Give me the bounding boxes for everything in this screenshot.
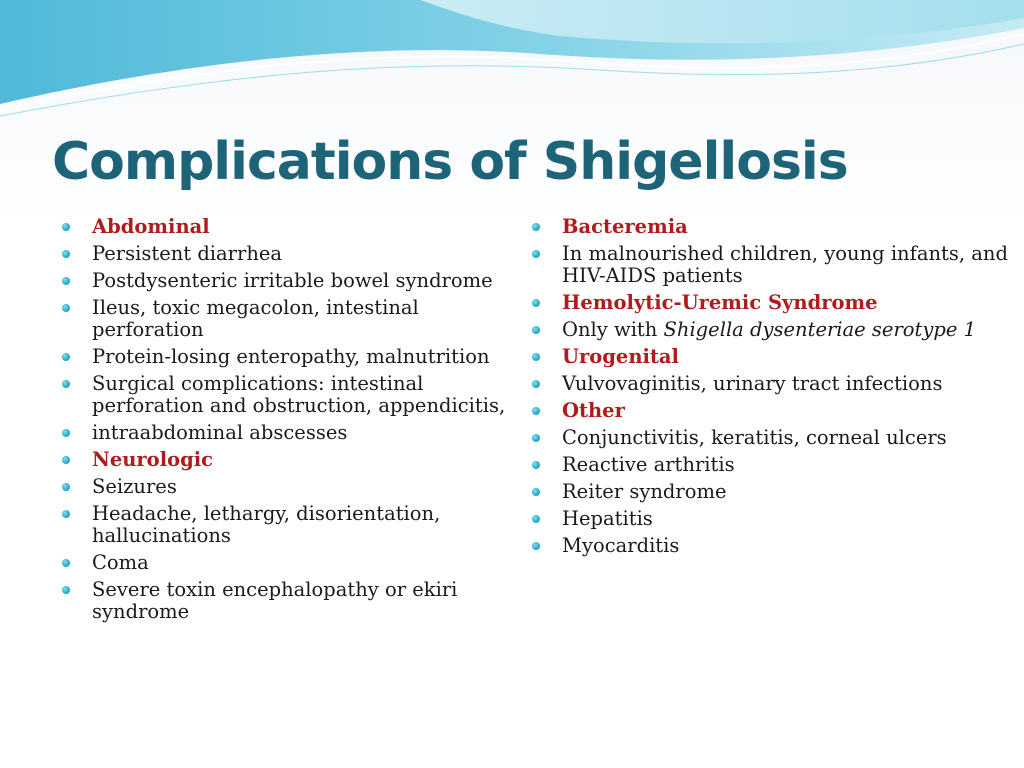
- list-item-text: In malnourished children, young infants, and HIV-AIDS patients: [562, 242, 1008, 287]
- left-bullet-list: [62, 216, 512, 628]
- circle-bullet-icon: [62, 483, 70, 491]
- list-item-text: Coma: [92, 551, 149, 574]
- list-item: [62, 373, 512, 417]
- circle-bullet-icon: [62, 353, 70, 361]
- circle-bullet-icon: [532, 488, 540, 496]
- section-heading-abdominal: Abdominal: [92, 215, 210, 238]
- circle-bullet-icon: [62, 380, 70, 388]
- list-item-text: Only with: [562, 318, 664, 341]
- circle-bullet-icon: [62, 304, 70, 312]
- list-item: [532, 427, 1012, 449]
- section-heading-urogenital: Urogenital: [562, 345, 679, 368]
- list-item-text: Headache, lethargy, disorientation, hallucinations: [92, 502, 441, 547]
- section-heading-other: Other: [562, 399, 625, 422]
- circle-bullet-icon: [532, 434, 540, 442]
- circle-bullet-icon: [532, 407, 540, 415]
- circle-bullet-icon: [62, 277, 70, 285]
- list-item: [62, 552, 512, 574]
- list-item: [62, 476, 512, 498]
- circle-bullet-icon: [532, 353, 540, 361]
- list-item-text: Reiter syndrome: [562, 480, 727, 503]
- circle-bullet-icon: [62, 429, 70, 437]
- list-item: [62, 216, 512, 238]
- circle-bullet-icon: [62, 223, 70, 231]
- list-item-text: Seizures: [92, 475, 177, 498]
- list-item: [532, 216, 1012, 238]
- list-item: [532, 535, 1012, 557]
- circle-bullet-icon: [532, 461, 540, 469]
- list-item: [62, 346, 512, 368]
- list-item-text: Postdysenteric irritable bowel syndrome: [92, 269, 493, 292]
- list-item: [532, 508, 1012, 530]
- circle-bullet-icon: [62, 456, 70, 464]
- section-heading-neurologic: Neurologic: [92, 448, 214, 471]
- list-item: [532, 292, 1012, 314]
- list-item: [532, 400, 1012, 422]
- list-item-text: Surgical complications: intestinal perforation and obstruction, appendicitis,: [92, 372, 506, 417]
- list-item: [532, 243, 1012, 287]
- list-item-text: Protein-losing enteropathy, malnutrition: [92, 345, 490, 368]
- section-heading-hemolytic-uremic: Hemolytic-Uremic Syndrome: [562, 291, 878, 314]
- circle-bullet-icon: [62, 559, 70, 567]
- list-item: [62, 297, 512, 341]
- circle-bullet-icon: [62, 250, 70, 258]
- circle-bullet-icon: [532, 542, 540, 550]
- circle-bullet-icon: [532, 326, 540, 334]
- list-item: [62, 270, 512, 292]
- circle-bullet-icon: [532, 515, 540, 523]
- list-item-text: Hepatitis: [562, 507, 653, 530]
- list-item-text: Severe toxin encephalopathy or ekiri syndrome: [92, 578, 458, 623]
- list-item: [532, 346, 1012, 368]
- list-item: [62, 422, 512, 444]
- list-item: [532, 319, 1012, 341]
- header-wave-decoration: [0, 0, 1024, 130]
- list-item-text: Reactive arthritis: [562, 453, 735, 476]
- circle-bullet-icon: [532, 299, 540, 307]
- list-item: [62, 579, 512, 623]
- list-item-text: intraabdominal abscesses: [92, 421, 348, 444]
- list-item-text: Persistent diarrhea: [92, 242, 283, 265]
- circle-bullet-icon: [532, 380, 540, 388]
- list-item-text: Conjunctivitis, keratitis, corneal ulcers: [562, 426, 947, 449]
- circle-bullet-icon: [62, 586, 70, 594]
- list-item-italic-text: Shigella dysenteriae serotype 1: [663, 318, 976, 341]
- list-item: [532, 481, 1012, 503]
- section-heading-bacteremia: Bacteremia: [562, 215, 688, 238]
- circle-bullet-icon: [62, 510, 70, 518]
- list-item-text: Vulvovaginitis, urinary tract infections: [562, 372, 943, 395]
- list-item-text: Ileus, toxic megacolon, intestinal perforation: [92, 296, 419, 341]
- list-item: [62, 449, 512, 471]
- list-item: [62, 503, 512, 547]
- list-item: [532, 454, 1012, 476]
- circle-bullet-icon: [532, 223, 540, 231]
- slide-title: Complications of Shigellosis: [52, 132, 848, 192]
- list-item-text: Myocarditis: [562, 534, 680, 557]
- right-bullet-list: [532, 216, 1012, 562]
- list-item: [62, 243, 512, 265]
- list-item: [532, 373, 1012, 395]
- circle-bullet-icon: [532, 250, 540, 258]
